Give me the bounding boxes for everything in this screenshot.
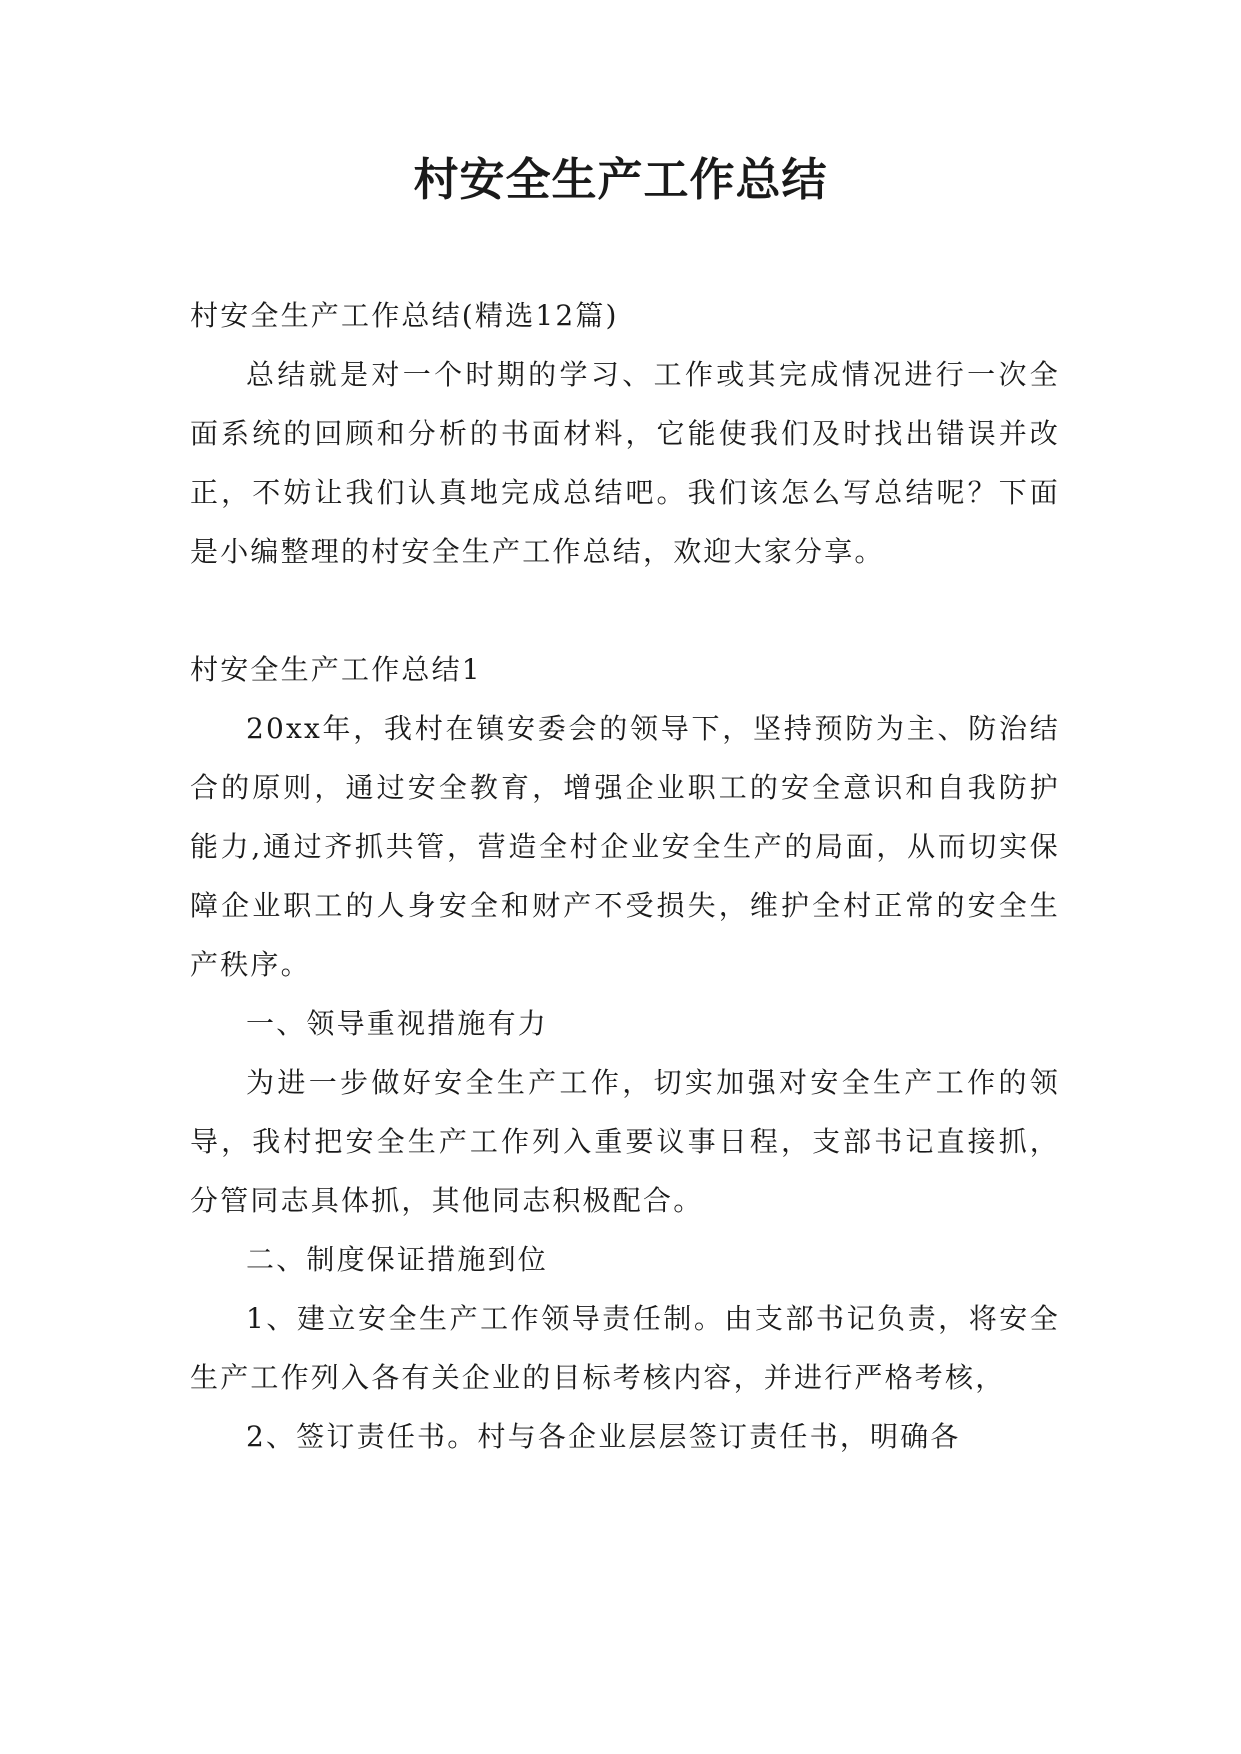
subheading-leadership: 一、领导重视措施有力 — [246, 1007, 549, 1040]
body-paragraph: 为进一步做好安全生产工作，切实加强对安全生产工作的领导，我村把安全生产工作列入重要议事日程，支部书记直接抓，分管同志具体抓，其他同志积极配合。 — [190, 1066, 1060, 1217]
document-body — [190, 286, 1060, 1466]
intro-paragraph: 总结就是对一个时期的学习、工作或其完成情况进行一次全面系统的回顾和分析的书面材料，它能使我们及时找出错误并改正，不妨让我们认真地完成总结吧。我们该怎么写总结呢？下面是小编整理的村安全生产工作总结，欢迎大家分享。 — [190, 358, 1060, 568]
document-subtitle: 村安全生产工作总结(精选12篇) — [190, 299, 619, 332]
body-paragraph: 20xx年，我村在镇安委会的领导下，坚持预防为主、防治结合的原则，通过安全教育，增强企业职工的安全意识和自我防护能力,通过齐抓共管，营造全村企业安全生产的局面，从而切实保障企业职工的人身安全和财产不受损失，维护全村正常的安全生产秩序。 — [190, 712, 1060, 981]
document-title: 村安全生产工作总结 — [413, 153, 828, 206]
subheading-system: 二、制度保证措施到位 — [246, 1243, 549, 1276]
list-item: 2、签订责任书。村与各企业层层签订责任书，明确各 — [246, 1420, 961, 1453]
list-item: 1、建立安全生产工作领导责任制。由支部书记负责，将安全生产工作列入各有关企业的目标考核内容，并进行严格考核， — [190, 1302, 1060, 1394]
section-heading: 村安全生产工作总结1 — [190, 653, 482, 686]
paragraph-spacer — [190, 581, 1060, 640]
